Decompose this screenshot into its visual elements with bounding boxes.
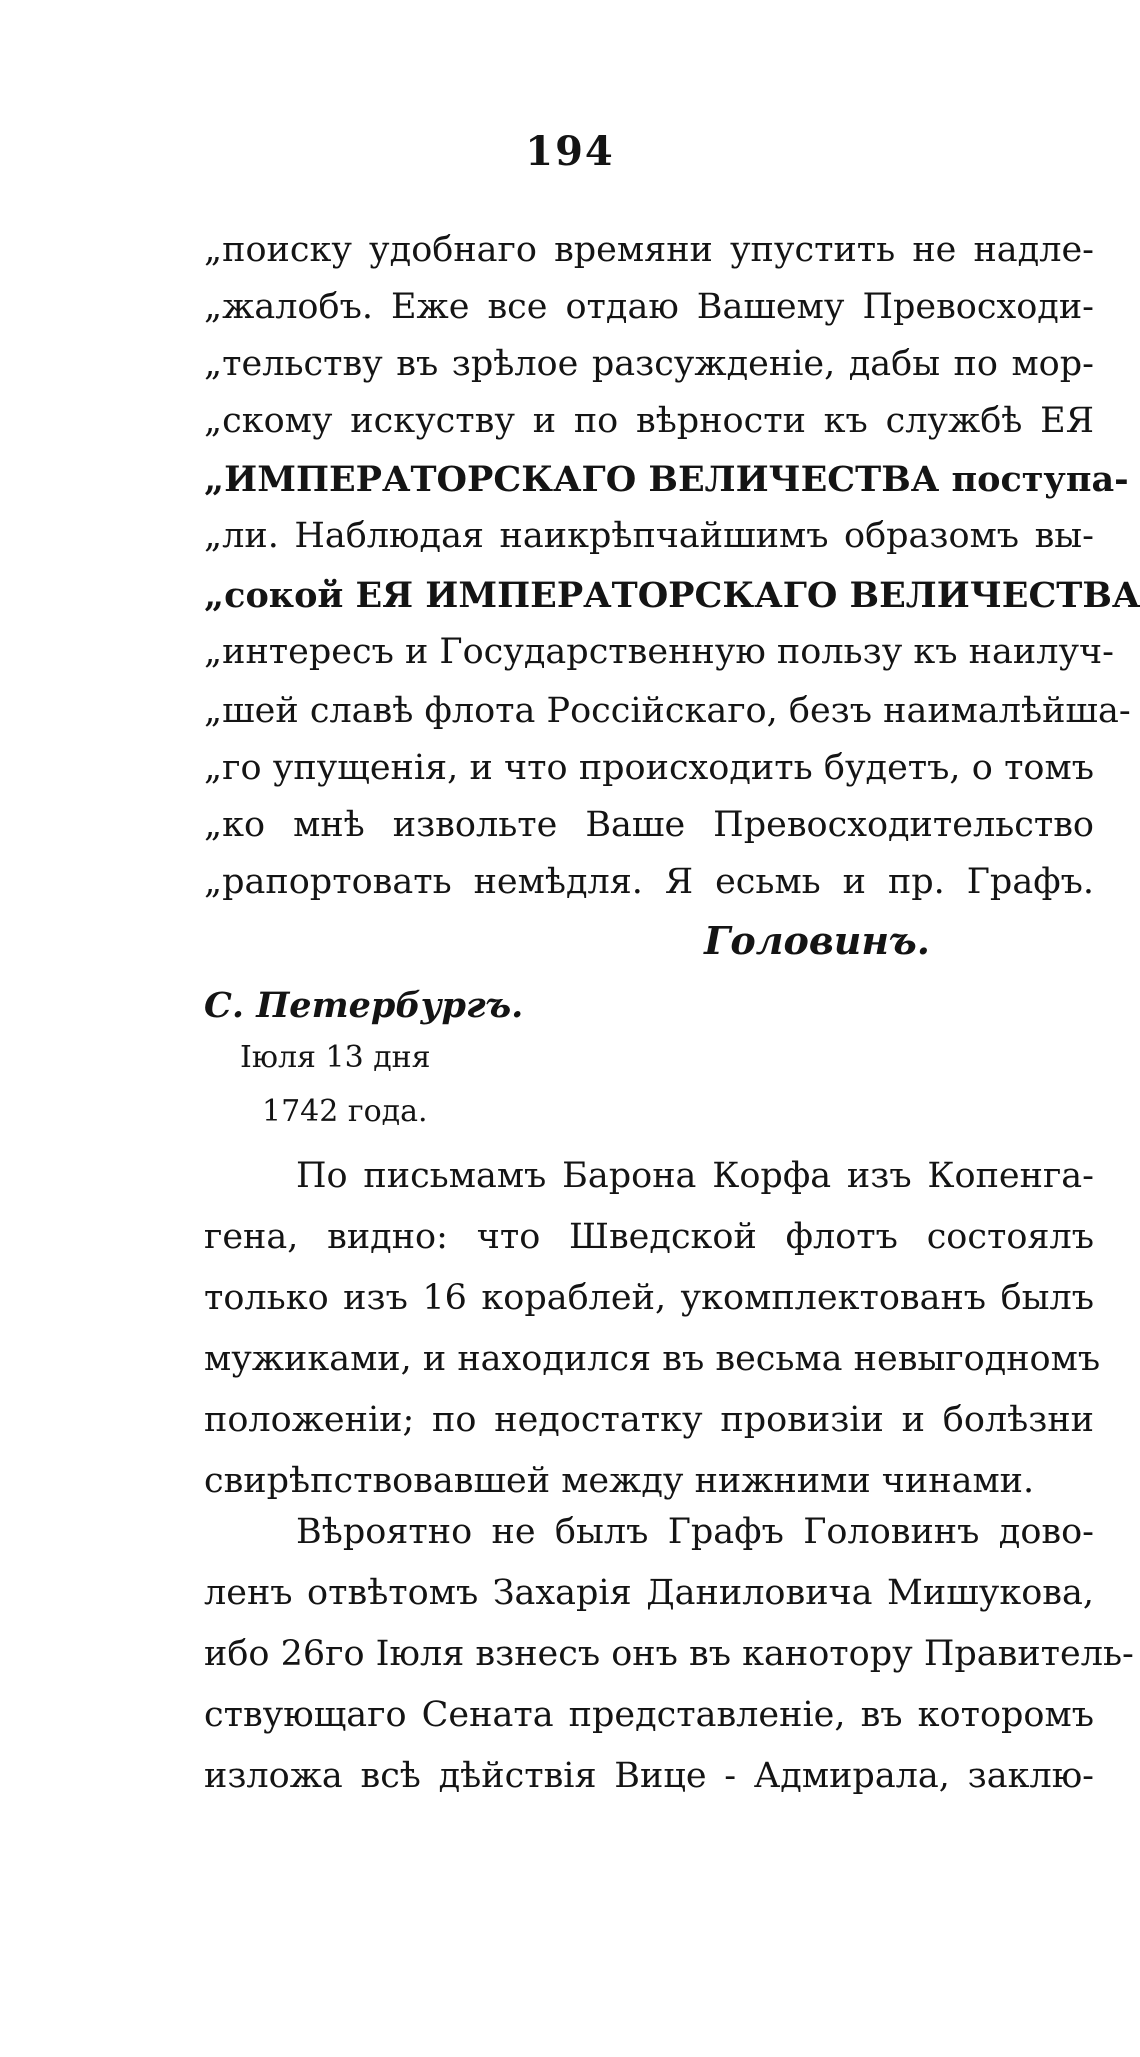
letter-line-2: „жалобъ. Еже все отдаю Вашему Превосходи- — [204, 287, 1094, 327]
paragraph-2-line-1: Вѣроятно не былъ Графъ Головинъ дово- — [296, 1512, 1094, 1552]
paragraph-1-line-2: гена, видно: что Шведской флотъ состоялъ — [204, 1217, 1094, 1257]
letter-line-9: „шей славѣ флота Россійскаго, безъ наималѣйша- — [204, 691, 1131, 731]
page-number: 194 — [525, 128, 615, 175]
paragraph-2 — [204, 1502, 1134, 1807]
letter-line-10: „го упущенія, и что происходить будетъ, о томъ — [204, 748, 1094, 788]
date-line-2: 1742 года. — [262, 1094, 428, 1129]
letter-line-1: „поиску удобнаго времяни упустить не надле- — [204, 230, 1094, 270]
letter-line-12: „рапортовать немѣдля. Я есьмь и пр. Графъ. — [204, 862, 1094, 902]
letter-line-5: „ИМПЕРАТОРСКАГО ВЕЛИЧЕСТВА поступа- — [204, 459, 1129, 500]
date-line-1: Іюля 13 дня — [240, 1040, 431, 1075]
paragraph-2-line-4: ствующаго Сената представленіе, въ которомъ — [204, 1695, 1094, 1735]
paragraph-1-line-5: положеніи; по недостатку провизіи и болѣзни — [204, 1400, 1094, 1440]
paragraph-1-line-3: только изъ 16 кораблей, укомплектованъ былъ — [204, 1278, 1094, 1318]
letter-line-8: „интересъ и Государственную пользу къ наилуч- — [204, 632, 1114, 672]
letter-line-4: „скому искуству и по вѣрности къ службѣ ЕЯ — [204, 401, 1094, 441]
signature: Головинъ. — [704, 918, 930, 963]
letter-line-6: „ли. Наблюдая наикрѣпчайшимъ образомъ вы- — [204, 516, 1094, 556]
place-heading: С. Петербургъ. — [204, 985, 524, 1026]
paragraph-2-line-2: ленъ отвѣтомъ Захарія Даниловича Мишукова, — [204, 1573, 1094, 1613]
paragraph-2-line-3: ибо 26го Іюля взнесъ онъ въ канотору Правитель- — [204, 1634, 1134, 1674]
letter-line-11: „ко мнѣ извольте Ваше Превосходительство — [204, 805, 1094, 845]
paragraph-1-line-4: мужиками, и находился въ весьма невыгодномъ — [204, 1339, 1101, 1379]
paragraph-2-line-5: изложа всѣ дѣйствія Вице - Адмирала, заклю- — [204, 1756, 1094, 1796]
paragraph-1-line-1: По письмамъ Барона Корфа изъ Копенга- — [296, 1156, 1094, 1196]
paragraph-1 — [204, 1146, 1101, 1512]
letter-line-3: „тельству въ зрѣлое разсужденіе, дабы по мор- — [204, 344, 1094, 384]
paragraph-1-line-6: свирѣпствовавшей между нижними чинами. — [204, 1461, 1035, 1501]
letter-line-7: „сокой ЕЯ ИМПЕРАТОРСКАГО ВЕЛИЧЕСТВА — [204, 575, 1140, 616]
